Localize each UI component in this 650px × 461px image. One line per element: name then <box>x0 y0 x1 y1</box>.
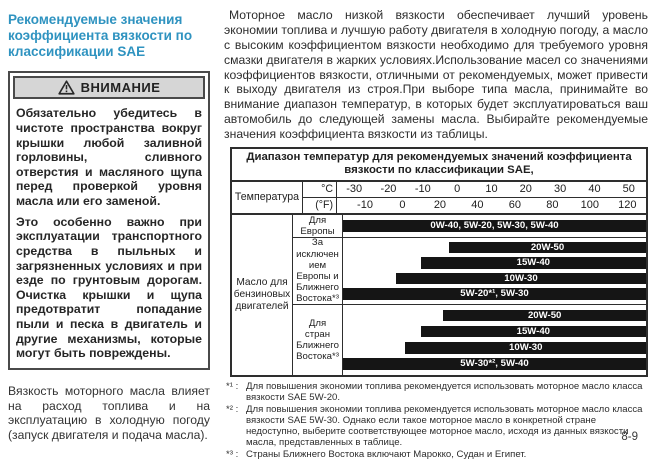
warning-header <box>13 76 205 99</box>
fahrenheit-tick: 60 <box>508 198 521 211</box>
footnotes <box>226 381 646 460</box>
oil-type-label: Масло для бензиновых двигателей <box>232 215 293 375</box>
bar-label: 0W-40, 5W-20, 5W-30, 5W-40 <box>430 220 559 232</box>
celsius-ticks-row <box>337 182 646 198</box>
oil-viscosity-bar <box>396 273 646 285</box>
bars-area <box>343 215 646 237</box>
footnote-text: Страны Ближнего Востока включают Марокко, Судан и Египет. <box>246 448 527 460</box>
bar-label: 5W-30*², 5W-40 <box>460 358 529 370</box>
fahrenheit-tick: 80 <box>546 198 559 211</box>
bar-label: 15W-40 <box>516 257 551 269</box>
celsius-tick: -20 <box>380 182 397 195</box>
footnote <box>226 381 646 403</box>
oil-viscosity-bar <box>405 342 646 354</box>
warning-box <box>8 71 210 370</box>
warning-triangle-icon <box>58 80 75 95</box>
temperature-label: Температура <box>232 182 303 213</box>
intro-paragraph: Моторное масло низкой вязкости обеспечивает лучший уровень экономии топлива и лучшую работу двигателя в холодную погоду, а масло с высоким коэффициентом вязкости необходимо для требуемого уровня смазки двигателя в жарких условиях.Использование масел со значениями коэффициентов вязкости, отличными от рекомендуемых, может привести к выходу двигателя из строя.При выборе типа масла, принимайте во внимание диапазон температур, в которых будет эксплуатироваться ваш автомобиль до следующей замены масла. Выбирайте рекомендуемые значения коэффициента вязкости из таблицы. <box>224 8 648 141</box>
warning-paragraph: Это особенно важно при эксплуатации транспортного средства в пыльных и загрязненных условиях и при езде по грунтовым дорогам. Очистка крышки и щупа предотвратит попадание пыли и песка в двигатель и другие механизмы, которые могут быть повреждены. <box>16 214 202 361</box>
bar-label: 20W-50 <box>527 309 562 321</box>
bars-area <box>343 238 646 304</box>
table-title: Диапазон температур для рекомендуемых значений коэффициента вязкости по классификации SAE, <box>232 149 646 182</box>
oil-groups <box>293 215 646 375</box>
warning-body <box>10 102 208 368</box>
footnote-text: Для повышения экономии топлива рекомендуется использовать моторное масло класса вязкости SAE 5W-20. <box>246 380 643 403</box>
region-label: Для стран Ближнего Востока*³ <box>293 305 343 375</box>
temperature-scale <box>337 182 646 213</box>
fahrenheit-tick: 20 <box>433 198 447 211</box>
page-title: Рекомендуемые значения коэффициента вязкости по классификации SAE <box>8 12 193 59</box>
left-column <box>8 6 210 443</box>
footnote-marker: *¹ : <box>226 380 239 392</box>
fahrenheit-unit-label: (°F) <box>315 198 333 211</box>
footnote <box>226 449 646 460</box>
viscosity-table <box>230 147 648 377</box>
oil-viscosity-bar <box>343 220 646 232</box>
region-label: За исключением Европы и Ближнего Востока*³ <box>293 238 343 304</box>
celsius-tick: -30 <box>346 182 363 195</box>
fahrenheit-tick: 0 <box>399 198 406 211</box>
celsius-tick: 0 <box>454 182 461 195</box>
right-column <box>224 4 648 461</box>
oil-viscosity-bar <box>443 310 646 322</box>
oil-viscosity-bar <box>421 257 646 269</box>
bar-label: 15W-40 <box>516 325 551 337</box>
oil-group-row <box>293 215 646 237</box>
fahrenheit-tick: 120 <box>618 198 637 211</box>
oil-viscosity-bar <box>449 242 646 254</box>
fahrenheit-tick: 40 <box>471 198 484 211</box>
warning-title: ВНИМАНИЕ <box>80 80 161 96</box>
oil-viscosity-bar <box>343 288 646 300</box>
celsius-tick: 10 <box>485 182 498 195</box>
footnote-text: Для повышения экономии топлива рекомендуется использовать моторное масло класса вязкости SAE 5W-30. Однако если такое моторное масло в конкретной стране недоступно, выберите соответствующее моторное масло, исходя из данных вязкости масла, представленных в таблице. <box>246 403 643 448</box>
oil-group-row <box>293 304 646 375</box>
celsius-tick: -10 <box>414 182 431 195</box>
fahrenheit-tick: -10 <box>357 198 373 211</box>
celsius-unit-label: °C <box>303 182 336 198</box>
celsius-tick: 50 <box>622 182 635 195</box>
celsius-tick: 40 <box>588 182 601 195</box>
fahrenheit-ticks-row <box>337 198 646 213</box>
bar-label: 10W-30 <box>509 342 543 354</box>
bar-label: 5W-20*¹, 5W-30 <box>460 288 529 300</box>
temperature-units-cell <box>303 182 337 213</box>
footnote <box>226 404 646 448</box>
page-number: 8-9 <box>621 431 638 443</box>
footnote-marker: *² : <box>226 403 239 415</box>
bars-area <box>343 305 646 375</box>
oil-group-row <box>293 237 646 304</box>
bar-label: 10W-30 <box>504 272 538 284</box>
fahrenheit-tick: 100 <box>580 198 599 211</box>
temperature-scale-row <box>232 182 646 215</box>
warning-paragraph: Обязательно убедитесь в чистоте пространства вокруг крышки любой заливной горловины, сливного отверстия и масляного щупа перед проверкой уровня масла или его заменой. <box>16 106 202 209</box>
region-label: Для Европы <box>293 215 343 237</box>
oil-viscosity-bar <box>343 358 646 370</box>
celsius-tick: 20 <box>519 182 532 195</box>
bar-label: 20W-50 <box>530 241 565 253</box>
celsius-tick: 30 <box>554 182 567 195</box>
footnote-marker: *³ : <box>226 448 239 460</box>
viscosity-note: Вязкость моторного масла влияет на расход топлива и на эксплуатацию в холодную погоду (запуск двигателя и подача масла). <box>8 383 210 442</box>
oil-viscosity-bar <box>421 326 646 338</box>
table-body <box>232 215 646 375</box>
